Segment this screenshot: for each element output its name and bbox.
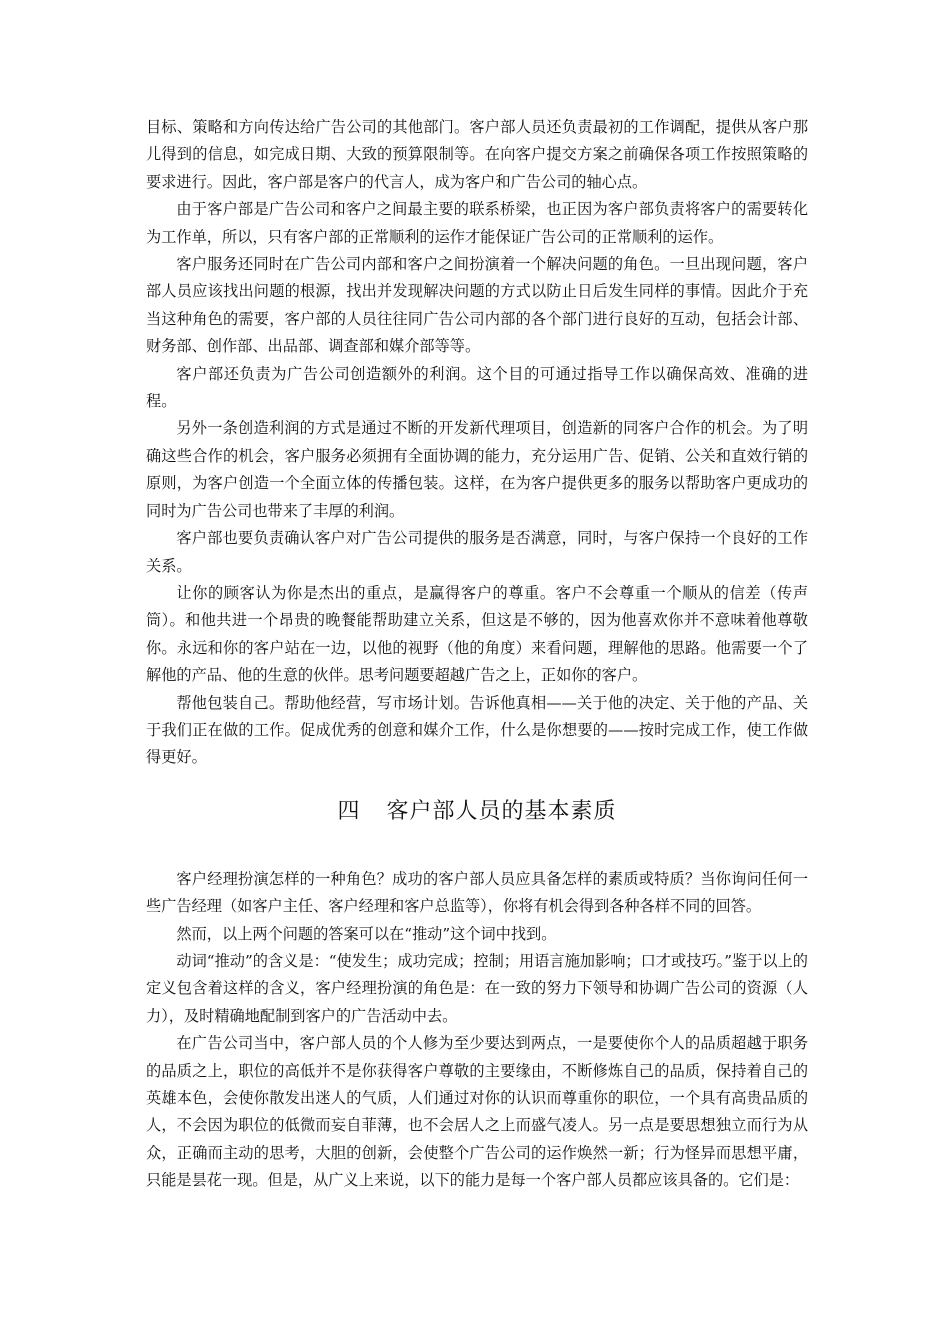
section-number: 四 <box>337 798 361 824</box>
paragraph: 然而，以上两个问题的答案可以在“推动”这个词中找到。 <box>176 924 557 943</box>
paragraph: 另外一条创造利润的方式是通过不断的开发新代理项目，创造新的同客户合作的机会。为了明确这些合作的机会，客户服务必须拥有全面协调的能力，充分运用广告、促销、公关和直效行销的原则，为客户创造一个全面立体的传播包装。这样，在为客户提供更多的服务以帮助客户更成功的同时为广告公司也带来了丰厚的利润。 <box>146 419 808 520</box>
paragraph: 帮他包装自己。帮助他经营，写市场计划。告诉他真相——关于他的决定、关于他的产品、关于我们正在做的工作。促成优秀的创意和媒介工作，什么是你想要的——按时完成工作，使工作做得更好。 <box>146 693 808 767</box>
section-heading <box>146 792 808 832</box>
document-page <box>146 114 808 1195</box>
section-title: 客户部人员的基本素质 <box>386 798 617 824</box>
paragraph: 客户部还负责为广告公司创造额外的利润。这个目的可通过指导工作以确保高效、准确的进程。 <box>146 364 808 411</box>
paragraph: 由于客户部是广告公司和客户之间最主要的联系桥梁，也正因为客户部负责将客户的需要转化为工作单，所以，只有客户部的正常顺利的运作才能保证广告公司的正常顺利的运作。 <box>146 200 808 246</box>
paragraph: 客户经理扮演怎样的一种角色？成功的客户部人员应具备怎样的素质或特质？当你询问任何一些广告经理（如客户主任、客户经理和客户总监等），你将有机会得到各种各样不同的回答。 <box>146 869 808 916</box>
paragraph: 在广告公司当中，客户部人员的个人修为至少要达到两点，一是要使你个人的品质超越于职务的品质之上，职位的高低并不是你获得客户尊敬的主要缘由，不断修炼自己的品质，保持着自己的英雄本色，会使你散发出迷人的气质，人们通过对你的认识而尊重你的职位，一个具有高贵品质的人，不会因为职位的低微而妄自菲薄，也不会居人之上而盛气凌人。另一点是要思想独立而行为从众，正确而主动的思考，大胆的创新，会使整个广告公司的运作焕然一新；行为怪异而思想平庸，只能是昙花一现。但是，从广义上来说，以下的能力是每一个客户部人员都应该具备的。它们是： <box>146 1034 808 1190</box>
paragraph: 让你的顾客认为你是杰出的重点，是赢得客户的尊重。客户不会尊重一个顺从的信差（传声筒）。和他共进一个昂贵的晚餐能帮助建立关系，但这是不够的，因为他喜欢你并不意味着他尊敬你。永远和你的客户站在一边，以他的视野（他的角度）来看问题，理解他的思路。他需要一个了解他的产品、他的生意的伙伴。思考问题要超越广告之上，正如你的客户。 <box>146 583 808 685</box>
paragraph: 动词“推动”的含义是：“使发生；成功完成；控制；用语言施加影响；口才或技巧。”鉴于以上的定义包含着这样的含义，客户经理扮演的角色是：在一致的努力下领导和协调广告公司的资源（人力），及时精确地配制到客户的广告活动中去。 <box>146 951 808 1025</box>
paragraph: 目标、策略和方向传达给广告公司的其他部门。客户部人员还负责最初的工作调配，提供从客户那儿得到的信息，如完成日期、大致的预算限制等。在向客户提交方案之前确保各项工作按照策略的要求进行。因此，客户部是客户的代言人，成为客户和广告公司的轴心点。 <box>146 118 808 191</box>
paragraph: 客户服务还同时在广告公司内部和客户之间扮演着一个解决问题的角色。一旦出现问题，客户部人员应该找出问题的根源，找出并发现解决问题的方式以防止日后发生同样的事情。因此介于充当这种角色的需要，客户部的人员往往同广告公司内部的各个部门进行良好的互动，包括会计部、财务部、创作部、出品部、调查部和媒介部等等。 <box>146 255 808 356</box>
paragraph: 客户部也要负责确认客户对广告公司提供的服务是否满意，同时，与客户保持一个良好的工作关系。 <box>146 529 808 575</box>
